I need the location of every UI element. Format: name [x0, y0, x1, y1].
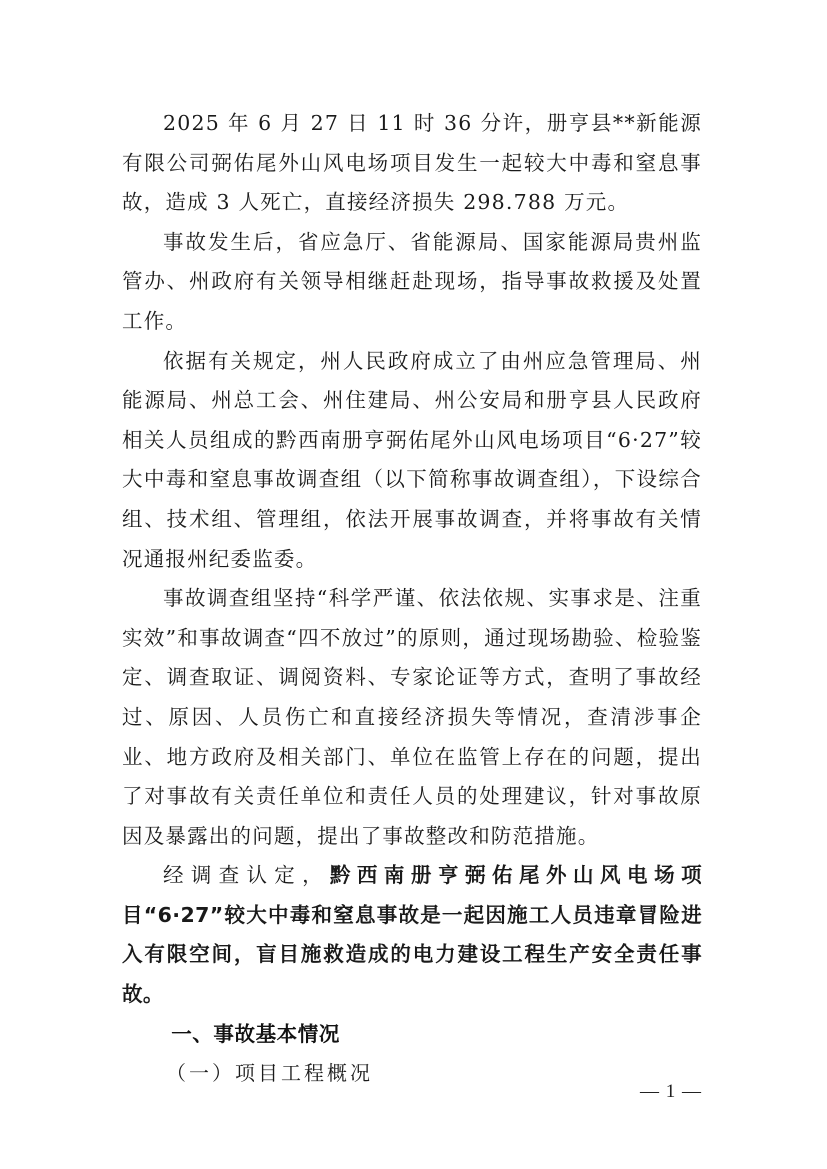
- paragraph-investigation-team: 依据有关规定，州人民政府成立了由州应急管理局、州能源局、州总工会、州住建局、州公安局和册亨县人民政府相关人员组成的黔西南册亨弼佑尾外山风电场项目“6·27”较大中毒和窒息事故调查组（以下简称事故调查组），下设综合组、技术组、管理组，依法开展事故调查，并将事故有关情况通报州纪委监委。: [122, 348, 702, 571]
- paragraph-investigation-principles: 事故调查组坚持“科学严谨、依法依规、实事求是、注重实效”和事故调查“四不放过”的原则，通过现场勘验、检验鉴定、调查取证、调阅资料、专家论证等方式，查明了事故经过、原因、人员伤亡和直接经济损失等情况，查清涉事企业、地方政府及相关部门、单位在监管上存在的问题，提出了对事故有关责任单位和责任人员的处理建议，针对事故原因及暴露出的问题，提出了事故整改和防范措施。: [122, 586, 702, 848]
- paragraph-conclusion: [122, 856, 702, 1014]
- conclusion-lead: 经调查认定，: [163, 863, 330, 888]
- paragraph-accident-summary: 2025 年 6 月 27 日 11 时 36 分许，册亨县**新能源有限公司弼佑尾外山风电场项目发生一起较大中毒和窒息事故，造成 3 人死亡，直接经济损失 298.788 万元。: [122, 111, 702, 215]
- subsection-heading-1: （一）项目工程概况: [166, 1061, 373, 1086]
- paragraph-response: 事故发生后，省应急厅、省能源局、国家能源局贵州监管办、州政府有关领导相继赶赴现场，指导事故救援及处置工作。: [122, 229, 702, 333]
- page-number: — 1 —: [640, 1081, 702, 1102]
- document-body: [122, 104, 702, 1094]
- section-heading-1: 一、事故基本情况: [171, 1021, 340, 1046]
- conclusion-bold: 黔西南册亨弼佑尾外山风电场项目“6·27”较大中毒和窒息事故是一起因施工人员违章冒险进入有限空间，盲目施救造成的电力建设工程生产安全责任事故。: [122, 863, 702, 1007]
